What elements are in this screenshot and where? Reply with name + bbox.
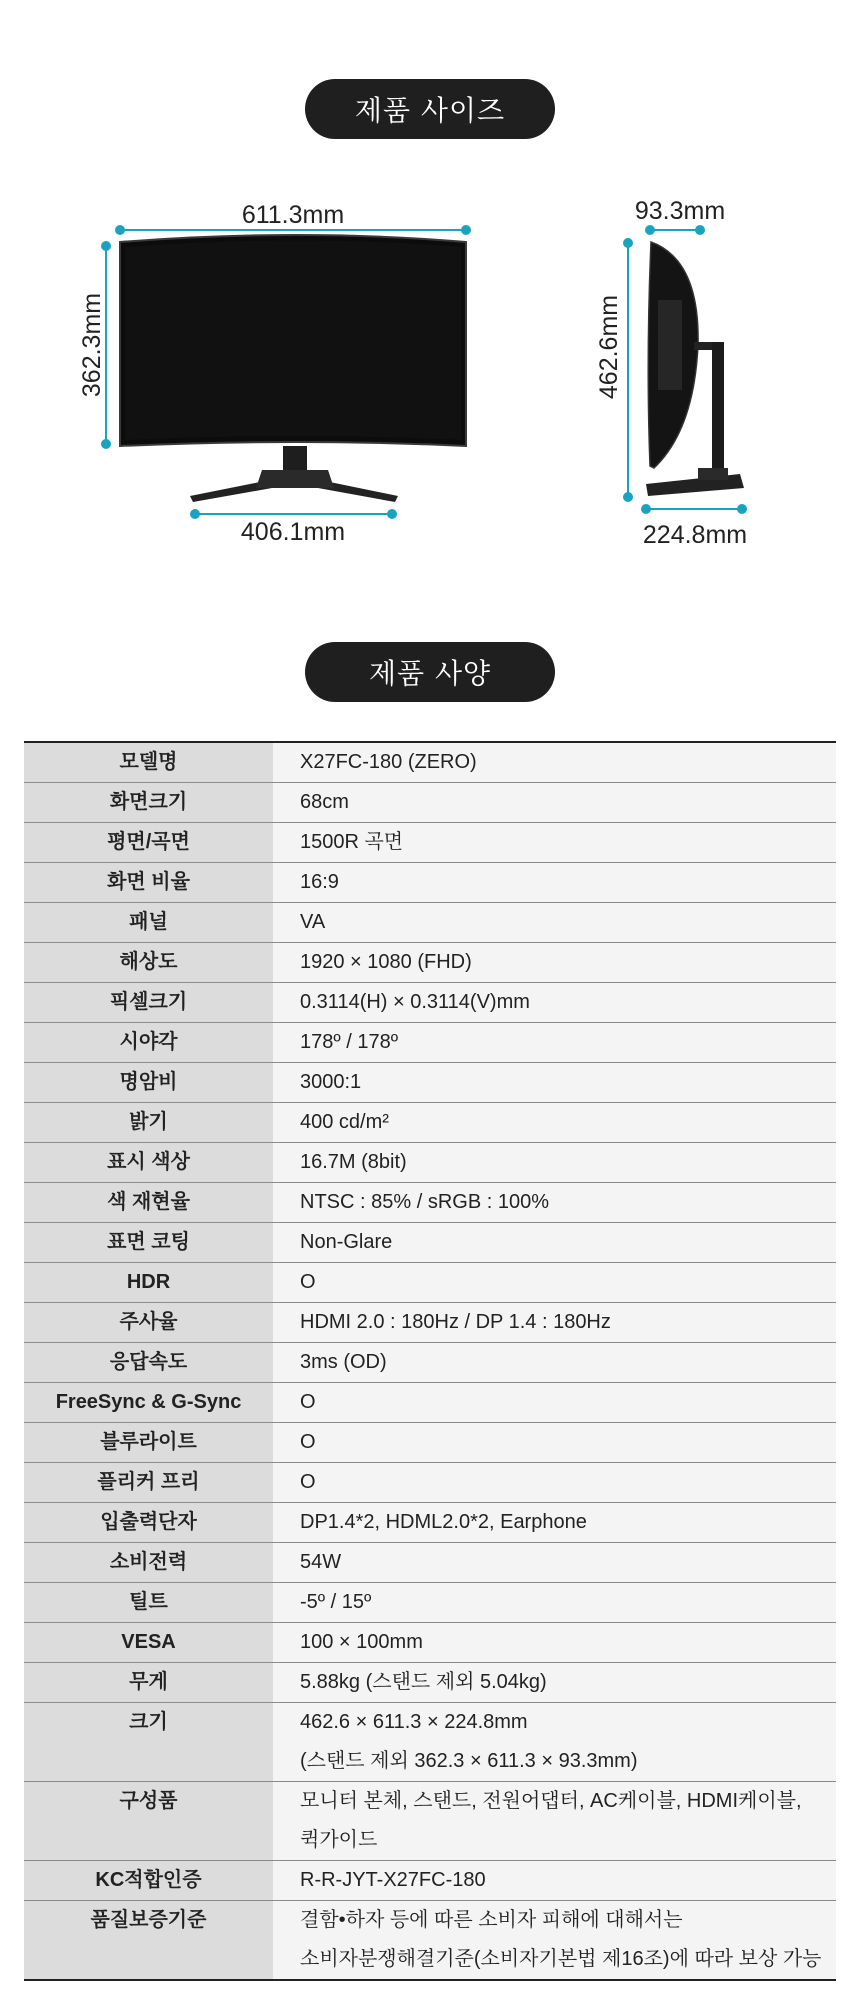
spec-value-line: O xyxy=(300,1391,316,1413)
spec-value xyxy=(273,1901,836,1981)
spec-value-line: 178º / 178º xyxy=(300,1031,399,1053)
spec-row xyxy=(24,823,836,863)
spec-value-line: 16.7M (8bit) xyxy=(300,1151,407,1173)
front-height-dimension xyxy=(78,241,111,449)
spec-label: 구성품 xyxy=(24,1782,273,1861)
spec-value-line: 0.3114(H) × 0.3114(V)mm xyxy=(300,991,530,1013)
spec-row xyxy=(24,1901,836,1981)
spec-row xyxy=(24,1223,836,1263)
section-title-spec xyxy=(305,642,555,702)
spec-value xyxy=(273,1183,836,1223)
spec-value xyxy=(273,1583,836,1623)
front-height-label: 362.3mm xyxy=(78,292,106,398)
spec-label: 색 재현율 xyxy=(24,1183,273,1223)
spec-label: 플리커 프리 xyxy=(24,1463,273,1503)
spec-label: 응답속도 xyxy=(24,1343,273,1383)
spec-row xyxy=(24,1303,836,1343)
spec-value xyxy=(273,1143,836,1183)
spec-label: 표시 색상 xyxy=(24,1143,273,1183)
spec-value xyxy=(273,903,836,943)
section-title-spec-text: 제품 사양 xyxy=(368,657,492,690)
spec-value-line: O xyxy=(300,1471,316,1493)
spec-label: 패널 xyxy=(24,903,273,943)
spec-label: 품질보증기준 xyxy=(24,1901,273,1981)
spec-value xyxy=(273,823,836,863)
spec-value xyxy=(273,1543,836,1583)
spec-value-line: Non-Glare xyxy=(300,1231,393,1253)
spec-value-line: NTSC : 85% / sRGB : 100% xyxy=(300,1191,549,1213)
spec-row xyxy=(24,1383,836,1423)
spec-value xyxy=(273,1383,836,1423)
side-depth-dimension xyxy=(635,197,725,235)
spec-label: 화면크기 xyxy=(24,783,273,823)
spec-value-line: 16:9 xyxy=(300,871,339,893)
spec-value xyxy=(273,783,836,823)
spec-label: 모델명 xyxy=(24,742,273,783)
monitor-front-illustration xyxy=(120,235,466,502)
spec-label: FreeSync & G-Sync xyxy=(24,1383,273,1423)
spec-value xyxy=(273,983,836,1023)
spec-table-body xyxy=(24,742,836,1980)
spec-table xyxy=(24,741,836,1981)
spec-label: 화면 비율 xyxy=(24,863,273,903)
spec-value-line: 3ms (OD) xyxy=(300,1351,387,1373)
spec-label: HDR xyxy=(24,1263,273,1303)
spec-row xyxy=(24,1343,836,1383)
spec-label: 블루라이트 xyxy=(24,1423,273,1463)
spec-value xyxy=(273,1663,836,1703)
spec-value-line: 결함•하자 등에 따른 소비자 피해에 대해서는 xyxy=(300,1909,683,1931)
spec-label: 시야각 xyxy=(24,1023,273,1063)
spec-value xyxy=(273,1861,836,1901)
spec-value-line: O xyxy=(300,1271,316,1293)
spec-value xyxy=(273,1703,836,1782)
spec-value-line: 소비자분쟁해결기준(소비자기본법 제16조)에 따라 보상 가능 xyxy=(300,1948,822,1970)
spec-row xyxy=(24,1423,836,1463)
spec-value-line: 3000:1 xyxy=(300,1071,362,1093)
section-title-size-text: 제품 사이즈 xyxy=(354,94,506,127)
spec-value-line: 퀵가이드 xyxy=(300,1829,378,1851)
spec-value xyxy=(273,1103,836,1143)
spec-row xyxy=(24,1463,836,1503)
side-height-dimension xyxy=(595,238,633,502)
spec-value xyxy=(273,1782,836,1861)
spec-value xyxy=(273,943,836,983)
spec-value xyxy=(273,1303,836,1343)
spec-value xyxy=(273,742,836,783)
spec-value xyxy=(273,1423,836,1463)
spec-value-line: X27FC-180 (ZERO) xyxy=(300,751,477,773)
stand-width-dimension xyxy=(190,509,397,546)
spec-row xyxy=(24,1663,836,1703)
spec-row xyxy=(24,1583,836,1623)
spec-label: 명암비 xyxy=(24,1063,273,1103)
spec-label: 밝기 xyxy=(24,1103,273,1143)
spec-value-line: 54W xyxy=(300,1551,342,1573)
spec-value-line: HDMI 2.0 : 180Hz / DP 1.4 : 180Hz xyxy=(300,1311,611,1333)
spec-row xyxy=(24,943,836,983)
spec-label: 크기 xyxy=(24,1703,273,1782)
spec-value xyxy=(273,1023,836,1063)
stand-width-label: 406.1mm xyxy=(240,518,346,546)
section-title-size xyxy=(305,79,555,139)
spec-label: 해상도 xyxy=(24,943,273,983)
spec-row xyxy=(24,1063,836,1103)
spec-row xyxy=(24,863,836,903)
spec-row xyxy=(24,1143,836,1183)
spec-value xyxy=(273,1263,836,1303)
spec-row xyxy=(24,1703,836,1782)
spec-label: 픽셀크기 xyxy=(24,983,273,1023)
spec-label: 입출력단자 xyxy=(24,1503,273,1543)
stand-depth-dimension xyxy=(641,504,747,549)
spec-value-line: -5º / 15º xyxy=(300,1591,372,1613)
side-height-label: 462.6mm xyxy=(595,294,623,400)
spec-value xyxy=(273,1063,836,1103)
spec-table-container xyxy=(24,741,836,1981)
spec-value-line: VA xyxy=(300,911,326,933)
spec-label: VESA xyxy=(24,1623,273,1663)
spec-row xyxy=(24,1861,836,1901)
stand-depth-label: 224.8mm xyxy=(642,521,748,549)
front-width-label: 611.3mm xyxy=(241,201,345,229)
spec-value xyxy=(273,1223,836,1263)
spec-value-line: 68cm xyxy=(300,791,349,813)
spec-row xyxy=(24,983,836,1023)
spec-value-line: 1500R 곡면 xyxy=(300,831,404,853)
spec-row xyxy=(24,1023,836,1063)
front-width-dimension xyxy=(115,201,471,235)
spec-value-line: 5.88kg (스탠드 제외 5.04kg) xyxy=(300,1671,547,1693)
spec-label: 틸트 xyxy=(24,1583,273,1623)
spec-row xyxy=(24,742,836,783)
spec-label: 주사율 xyxy=(24,1303,273,1343)
spec-value-line: DP1.4*2, HDML2.0*2, Earphone xyxy=(300,1511,587,1533)
spec-value-line: O xyxy=(300,1431,316,1453)
spec-row xyxy=(24,783,836,823)
spec-value xyxy=(273,863,836,903)
spec-value-line: 400 cd/m² xyxy=(300,1111,389,1133)
spec-value-line: (스탠드 제외 362.3 × 611.3 × 93.3mm) xyxy=(300,1750,638,1772)
spec-label: KC적합인증 xyxy=(24,1861,273,1901)
spec-value-line: R-R-JYT-X27FC-180 xyxy=(300,1869,486,1891)
spec-row xyxy=(24,1782,836,1861)
spec-row xyxy=(24,1103,836,1143)
spec-label: 무게 xyxy=(24,1663,273,1703)
spec-value-line: 1920 × 1080 (FHD) xyxy=(300,951,472,973)
spec-value xyxy=(273,1623,836,1663)
monitor-side-illustration xyxy=(646,242,744,496)
spec-row xyxy=(24,903,836,943)
spec-label: 소비전력 xyxy=(24,1543,273,1583)
spec-label: 평면/곡면 xyxy=(24,823,273,863)
spec-value-line: 100 × 100mm xyxy=(300,1631,423,1653)
spec-value-line: 462.6 × 611.3 × 224.8mm xyxy=(300,1711,528,1733)
spec-value xyxy=(273,1343,836,1383)
spec-row xyxy=(24,1503,836,1543)
spec-row xyxy=(24,1543,836,1583)
spec-row xyxy=(24,1623,836,1663)
side-depth-label: 93.3mm xyxy=(634,197,726,225)
spec-row xyxy=(24,1263,836,1303)
spec-value xyxy=(273,1503,836,1543)
spec-value-line: 모니터 본체, 스탠드, 전원어댑터, AC케이블, HDMI케이블, xyxy=(300,1790,802,1812)
product-size-diagram xyxy=(0,180,860,580)
spec-row xyxy=(24,1183,836,1223)
spec-value xyxy=(273,1463,836,1503)
spec-label: 표면 코팅 xyxy=(24,1223,273,1263)
